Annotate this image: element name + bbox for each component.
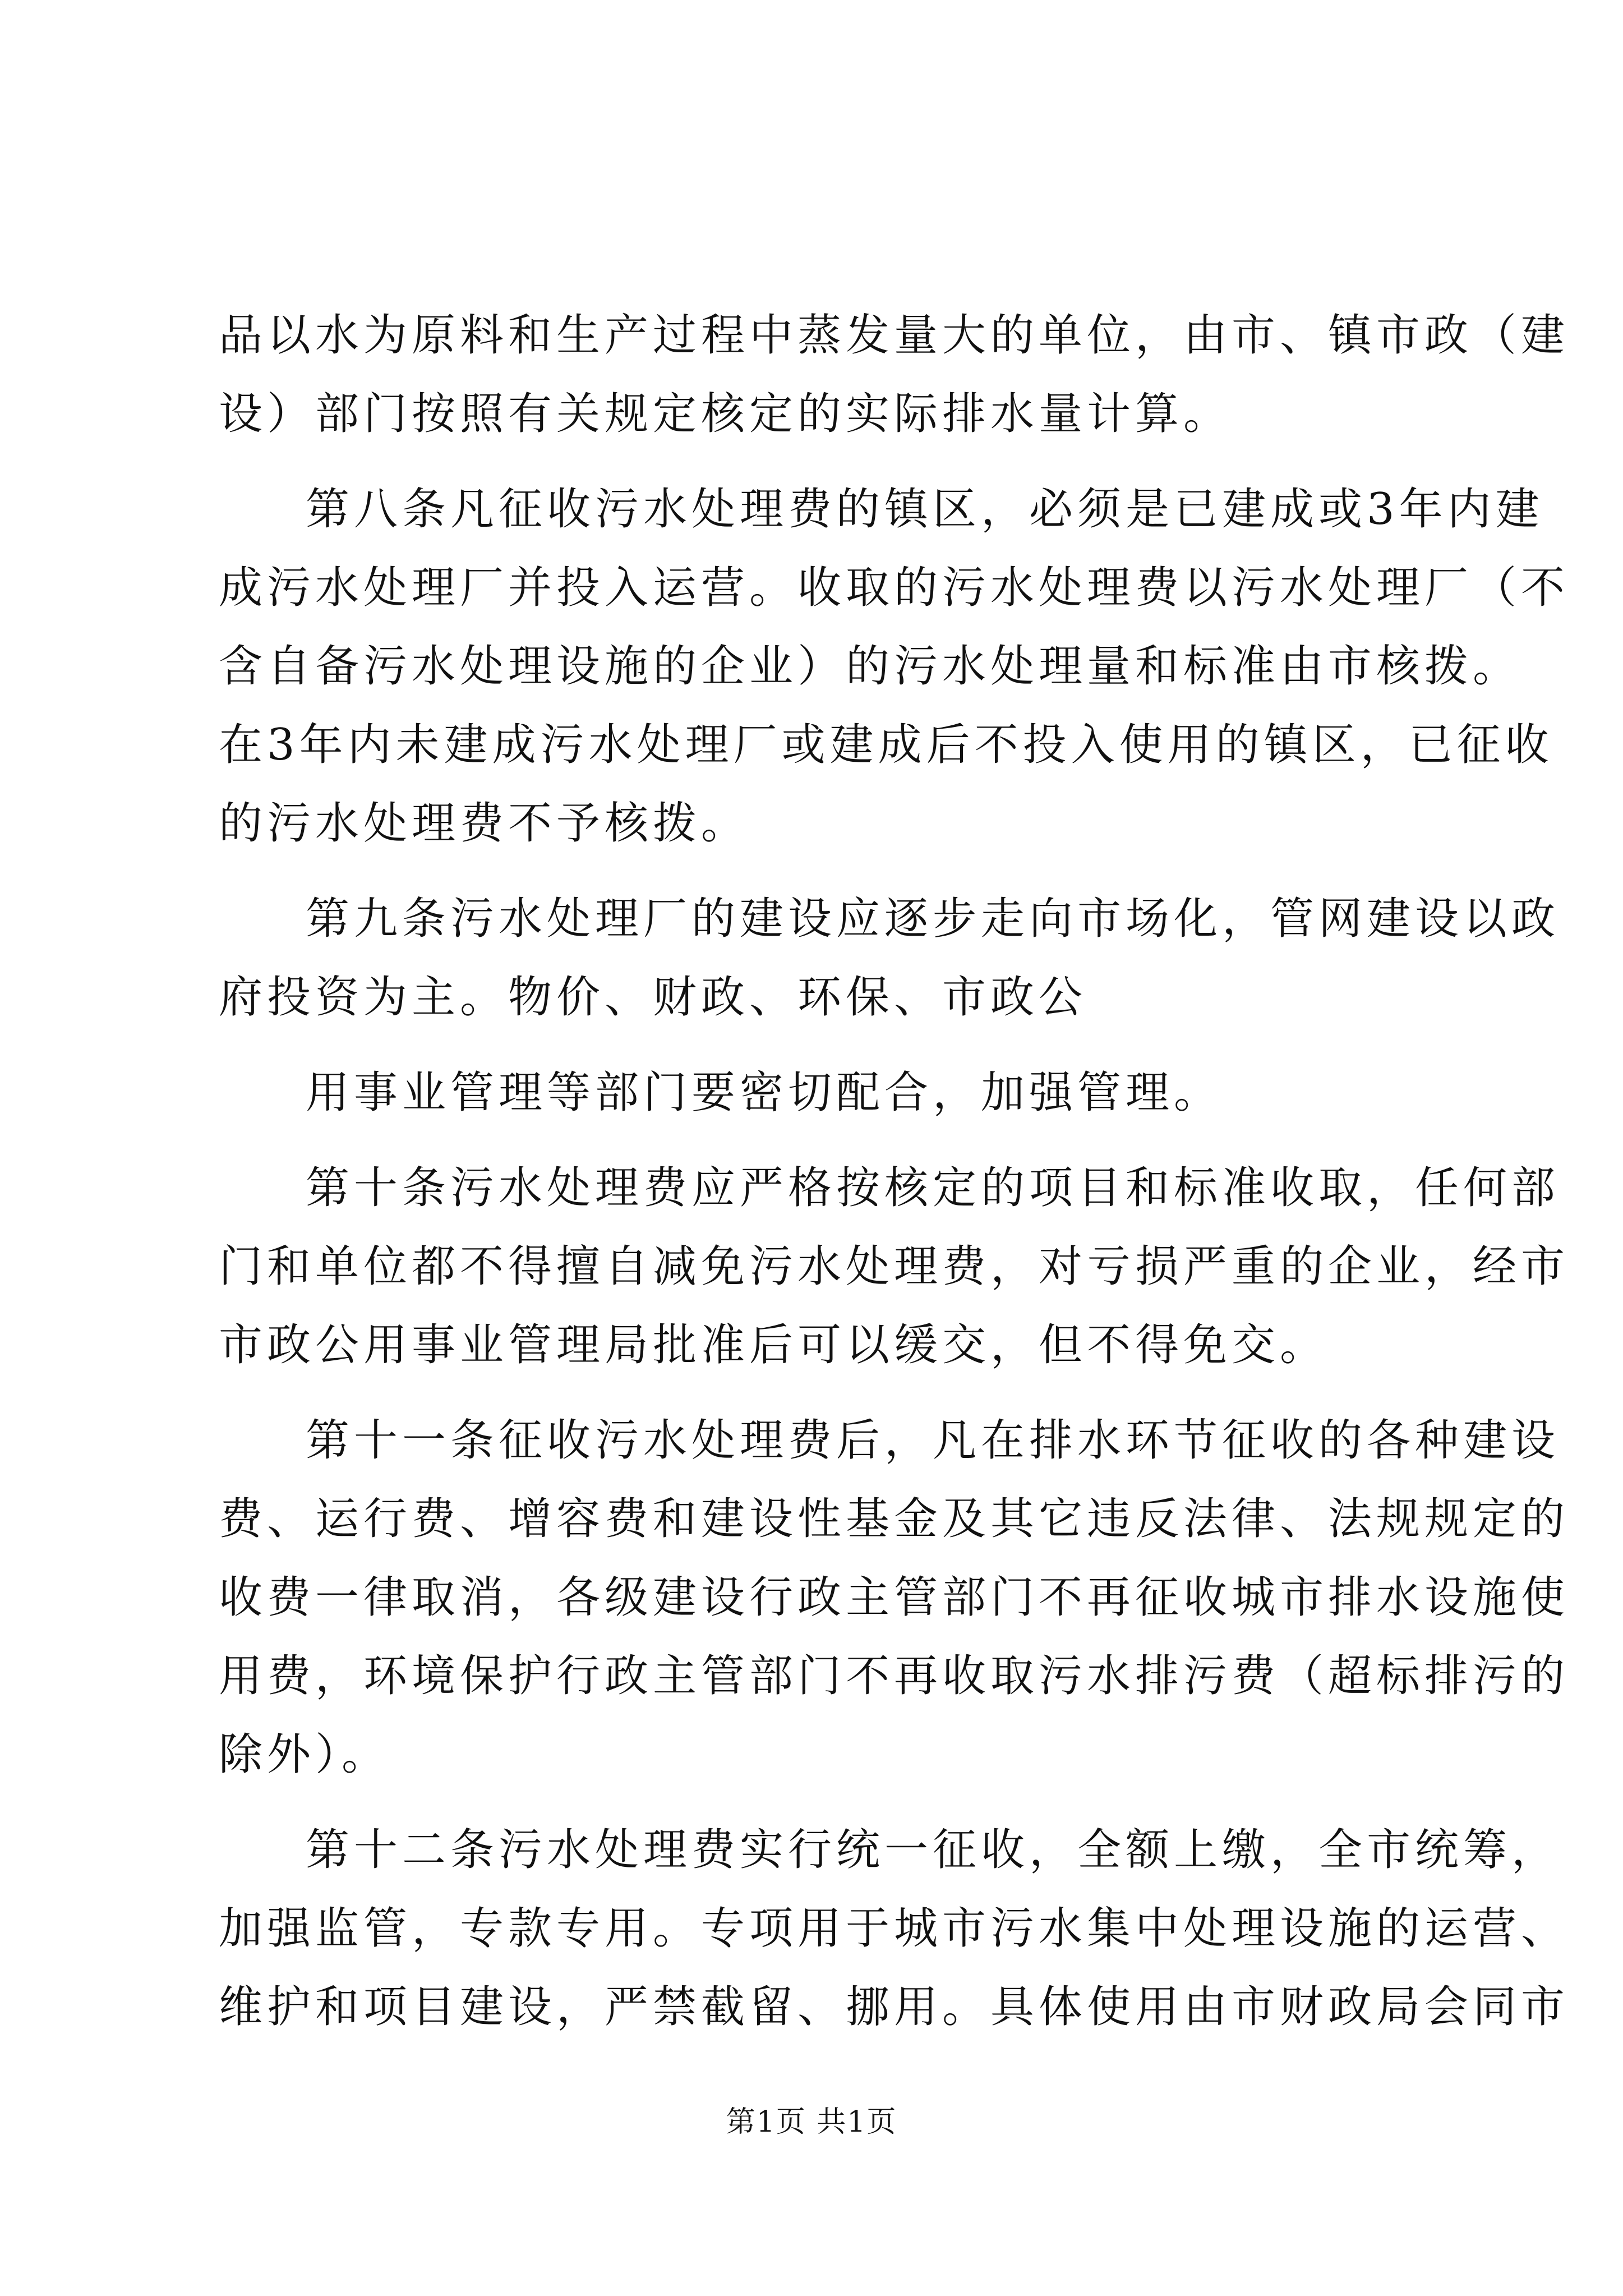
text-line: 品以水为原料和生产过程中蒸发量大的单位，由市、镇市政（建	[219, 310, 1570, 361]
paragraph-article-12-start: 第十二条污水处理费实行统一征收，全额上缴，全市统筹，	[306, 1825, 1560, 1875]
text-line: 市政公用事业管理局批准后可以缓交，但不得免交。	[219, 1320, 1329, 1370]
paragraph-continuation: 用事业管理等部门要密切配合，加强管理。	[306, 1068, 1223, 1118]
paragraph-article-8-start: 第八条凡征收污水处理费的镇区，必须是已建成或3年内建	[306, 484, 1544, 535]
text-line: 含自备污水处理设施的企业）的污水处理量和标准由市核拨。	[219, 641, 1521, 692]
text-line: 除外）。	[219, 1729, 390, 1780]
text-line: 在3年内未建成污水处理厂或建成后不投入使用的镇区，已征收	[219, 720, 1553, 770]
page-footer: 第1页 共1页	[726, 2105, 897, 2139]
text-line: 设）部门按照有关规定核定的实际排水量计算。	[219, 389, 1232, 439]
text-line: 成污水处理厂并投入运营。收取的污水处理费以污水处理厂（不	[219, 563, 1570, 613]
text-line: 用费，环境保护行政主管部门不再收取污水排污费（超标排污的	[219, 1651, 1570, 1701]
text-line: 门和单位都不得擅自减免污水处理费，对亏损严重的企业，经市	[219, 1241, 1570, 1292]
text-line: 费、运行费、增容费和建设性基金及其它违反法律、法规规定的	[219, 1494, 1570, 1544]
text-line: 的污水处理费不予核拨。	[219, 798, 750, 849]
text-line: 收费一律取消，各级建设行政主管部门不再征收城市排水设施使	[219, 1572, 1570, 1623]
paragraph-article-9-start: 第九条污水处理厂的建设应逐步走向市场化，管网建设以政	[306, 894, 1560, 944]
text-line: 加强监管，专款专用。专项用于城市污水集中处理设施的运营、	[219, 1903, 1570, 1954]
text-line: 府投资为主。物价、财政、环保、市政公	[219, 972, 1087, 1023]
paragraph-article-10-start: 第十条污水处理费应严格按核定的项目和标准收取，任何部	[306, 1163, 1560, 1213]
text-line: 维护和项目建设，严禁截留、挪用。具体使用由市财政局会同市	[219, 1982, 1570, 2032]
paragraph-article-11-start: 第十一条征收污水处理费后，凡在排水环节征收的各种建设	[306, 1415, 1560, 1466]
